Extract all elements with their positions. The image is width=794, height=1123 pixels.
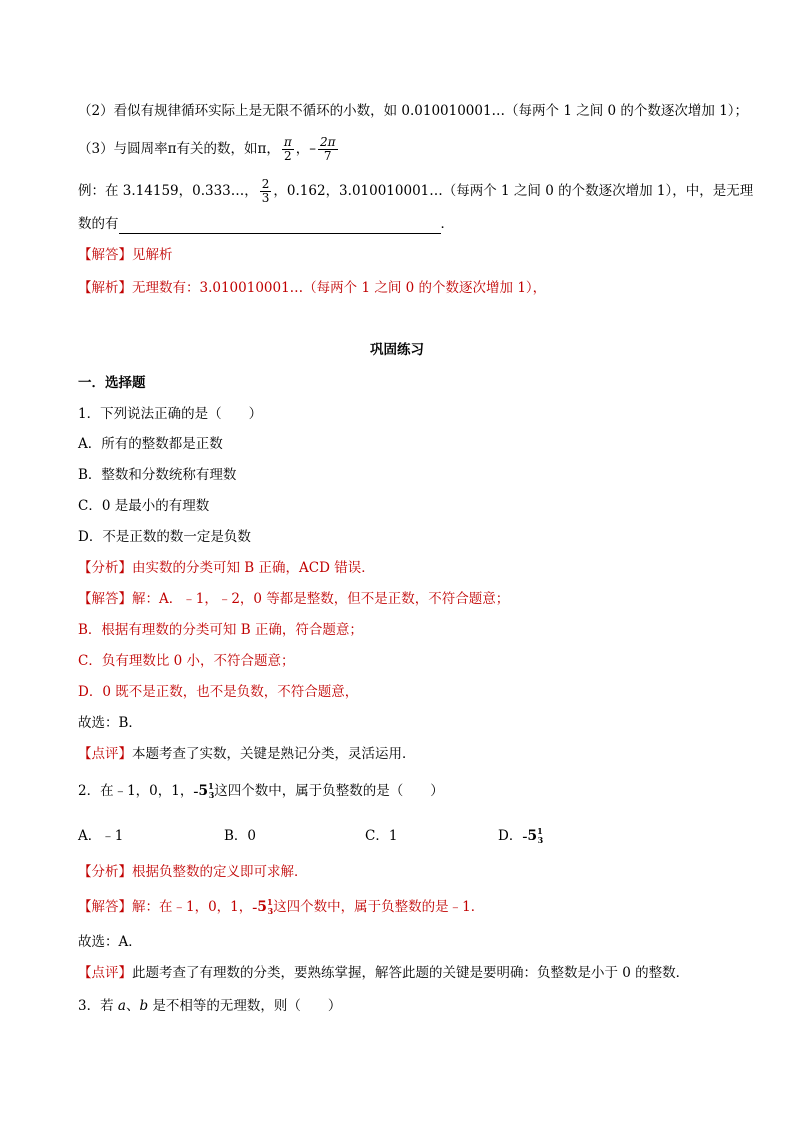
answer-blank[interactable] [119,219,441,234]
q2-option-b: B．0 [224,828,257,844]
q2-analysis: 【分析】根据负整数的定义即可求解． [78,864,308,880]
subsection-title: 一．选择题 [78,375,146,391]
q1-comment: 【点评】本题考查了实数，关键是熟记分类，灵活运用． [78,746,416,762]
repeating-decimal: ，0.162 [273,183,326,199]
q2-comment: 【点评】此题考查了有理数的分类，要熟练掌握，解答此题的关键是要明确：负整数是小于 0 的整数． [78,965,690,981]
q2-stem: 2．在﹣1，0，1，$-5^1_3$这四个数中，属于负整数的是（ ） [78,781,444,803]
fraction-pi-over-2: $\frac{\pi}{2}$ [283,135,292,163]
intro-answer: 【解答】见解析 [78,247,173,263]
q2-option-c: C．1 [365,828,398,844]
q1-solution-b: B．根据有理数的分类可知 B 正确，符合题意； [78,622,363,638]
intro-item-2: （2）看似有规律循环实际上是无限不循环的小数，如 0.010010001…（每两个 1 之间 0 的个数逐次增加 1）； [78,103,749,119]
q1-solution-c: C．负有理数比 0 小，不符合题意； [78,653,295,669]
q1-option-c: C．0 是最小的有理数 [78,498,210,514]
fraction-2-over-3: $\frac{2}{3}$ [261,177,270,205]
q2-option-d: D．$-5^1_3$ [498,826,544,845]
q1-solution-d: D．0 既不是正数，也不是负数，不符合题意， [78,684,359,700]
intro-analysis: 【解析】无理数有：3.010010001…（每两个 1 之间 0 的个数逐次增加 1）， [78,280,547,296]
mixed-number: $-5^1_3$ [193,781,215,800]
q2-solution: 【解答】解：在﹣1，0，1，$-5^1_3$这四个数中，属于负整数的是﹣1． [78,897,485,916]
q2-options [78,826,718,846]
q2-option-a: A．﹣1 [78,828,124,844]
section-title: 巩固练习 [370,342,424,358]
q1-option-a: A．所有的整数都是正数 [78,436,223,452]
q2-choice: 故选：A． [78,934,142,950]
q1-solution: 【解答】解：A．﹣1，﹣2，0 等都是整数，但不是正数，不符合题意； [78,591,510,607]
fraction-2pi-over-7: $\frac{2\pi}{7}$ [319,135,336,163]
intro-item-3: （3）与圆周率π有关的数，如π， $\frac{\pi}{2}$ ，– $\frac{2\pi}{7}$ [78,135,336,163]
q1-stem: 1．下列说法正确的是（ ） [78,406,263,422]
q1-option-d: D．不是正数的数一定是负数 [78,529,251,545]
q1-choice: 故选：B． [78,715,142,731]
q3-stem: 3．若 a、b 是不相等的无理数，则（ ） [78,998,342,1014]
example-line-1: 例：在 3.14159，0.333…， $\frac{2}{3}$ ，0.162，3.010010001…（每两个 1 之间 0 的个数逐次增加 1），中，是无理 [78,177,754,205]
example-line-2: 数的有 ． [78,216,454,232]
q1-option-b: B．整数和分数统称有理数 [78,467,237,483]
q1-analysis: 【分析】由实数的分类可知 B 正确，ACD 错误． [78,560,375,576]
